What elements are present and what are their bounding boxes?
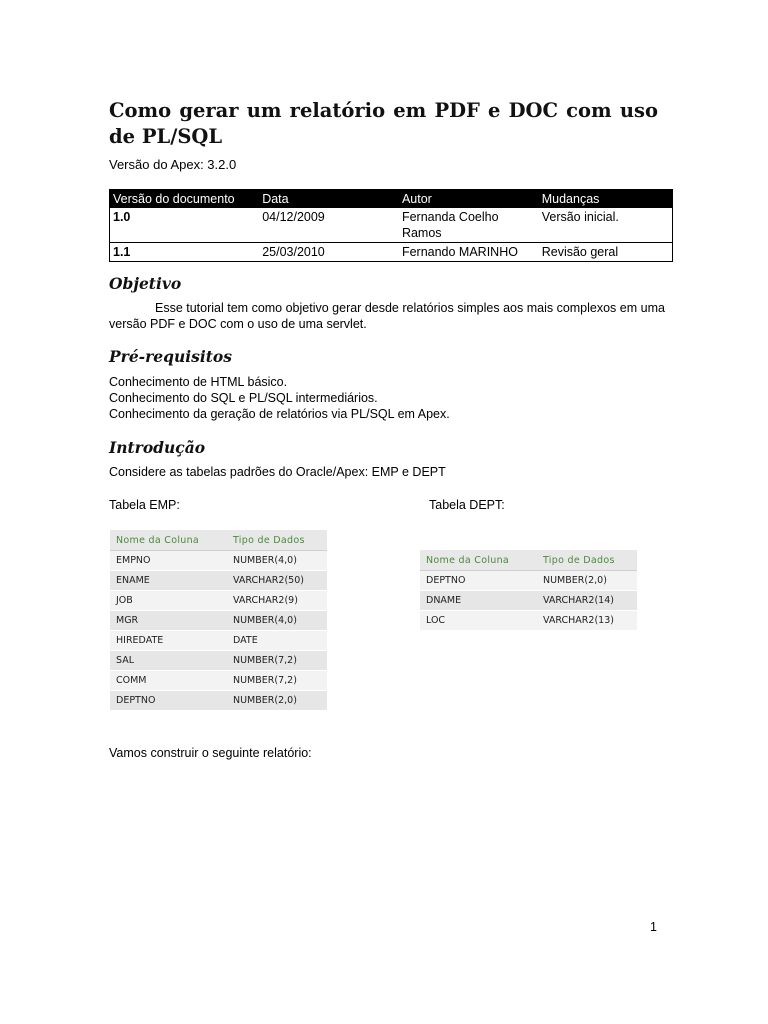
- table-header-row: [110, 530, 327, 551]
- column-name-cell: DNAME: [420, 591, 537, 611]
- table-row: [110, 651, 327, 671]
- column-header: Tipo de Dados: [227, 530, 327, 551]
- data-type-cell: NUMBER(4,0): [227, 611, 327, 631]
- data-type-cell: NUMBER(4,0): [227, 551, 327, 571]
- column-name-cell: JOB: [110, 591, 227, 611]
- version-history-table: [109, 189, 673, 262]
- table-row: [110, 671, 327, 691]
- data-type-cell: VARCHAR2(13): [537, 611, 637, 631]
- data-type-cell: VARCHAR2(50): [227, 571, 327, 591]
- table-row: [110, 691, 327, 711]
- column-header: Nome da Coluna: [110, 530, 227, 551]
- table-row: [110, 208, 673, 243]
- objetivo-text: Esse tutorial tem como objetivo gerar desde relatórios simples aos mais complexos em uma versão PDF e DOC com o uso de uma servlet.: [109, 301, 665, 331]
- version-cell: 1.1: [110, 243, 260, 262]
- introducao-text: Considere as tabelas padrões do Oracle/Apex: EMP e DEPT: [109, 465, 446, 479]
- table-row: [420, 571, 637, 591]
- data-type-cell: NUMBER(2,0): [537, 571, 637, 591]
- data-type-cell: DATE: [227, 631, 327, 651]
- dept-table-label: Tabela DEPT:: [429, 498, 505, 512]
- data-type-cell: NUMBER(7,2): [227, 671, 327, 691]
- column-header: Tipo de Dados: [537, 550, 637, 571]
- column-name-cell: SAL: [110, 651, 227, 671]
- section-heading-introducao: Introdução: [109, 438, 206, 457]
- table-row: [110, 591, 327, 611]
- prerequisite-item: Conhecimento de HTML básico.: [109, 375, 288, 389]
- author-cell: Fernando MARINHO: [399, 243, 539, 262]
- version-cell: 1.0: [110, 208, 260, 243]
- column-name-cell: ENAME: [110, 571, 227, 591]
- column-name-cell: DEPTNO: [420, 571, 537, 591]
- table-row: [110, 571, 327, 591]
- column-name-cell: COMM: [110, 671, 227, 691]
- emp-columns-table: [110, 530, 327, 711]
- section-heading-prerequisitos: Pré-requisitos: [109, 347, 232, 366]
- column-header: Nome da Coluna: [420, 550, 537, 571]
- data-type-cell: NUMBER(2,0): [227, 691, 327, 711]
- table-row: [110, 551, 327, 571]
- section-heading-objetivo: Objetivo: [109, 274, 182, 293]
- page-number: 1: [650, 920, 657, 934]
- apex-version: Versão do Apex: 3.2.0: [109, 157, 237, 172]
- column-name-cell: DEPTNO: [110, 691, 227, 711]
- table-row: [420, 611, 637, 631]
- prerequisite-item: Conhecimento da geração de relatórios via PL/SQL em Apex.: [109, 407, 450, 421]
- column-name-cell: MGR: [110, 611, 227, 631]
- column-name-cell: LOC: [420, 611, 537, 631]
- dept-columns-table: [420, 550, 637, 631]
- date-cell: 25/03/2010: [259, 243, 399, 262]
- document-title: Como gerar um relatório em PDF e DOC com uso de PL/SQL: [109, 99, 658, 148]
- changes-cell: Versão inicial.: [539, 208, 673, 243]
- table-row: [420, 591, 637, 611]
- column-header: Versão do documento: [110, 190, 260, 209]
- table-row: [110, 611, 327, 631]
- prerequisite-item: Conhecimento do SQL e PL/SQL intermediários.: [109, 391, 378, 405]
- table-header-row: [110, 190, 673, 209]
- table-header-row: [420, 550, 637, 571]
- data-type-cell: VARCHAR2(14): [537, 591, 637, 611]
- table-row: [110, 631, 327, 651]
- author-cell: Fernanda Coelho Ramos: [399, 208, 539, 243]
- column-header: Data: [259, 190, 399, 209]
- column-header: Autor: [399, 190, 539, 209]
- emp-table-label: Tabela EMP:: [109, 498, 180, 512]
- column-name-cell: EMPNO: [110, 551, 227, 571]
- table-row: [110, 243, 673, 262]
- changes-cell: Revisão geral: [539, 243, 673, 262]
- data-type-cell: NUMBER(7,2): [227, 651, 327, 671]
- column-header: Mudanças: [539, 190, 673, 209]
- data-type-cell: VARCHAR2(9): [227, 591, 327, 611]
- date-cell: 04/12/2009: [259, 208, 399, 243]
- column-name-cell: HIREDATE: [110, 631, 227, 651]
- closing-text: Vamos construir o seguinte relatório:: [109, 746, 312, 760]
